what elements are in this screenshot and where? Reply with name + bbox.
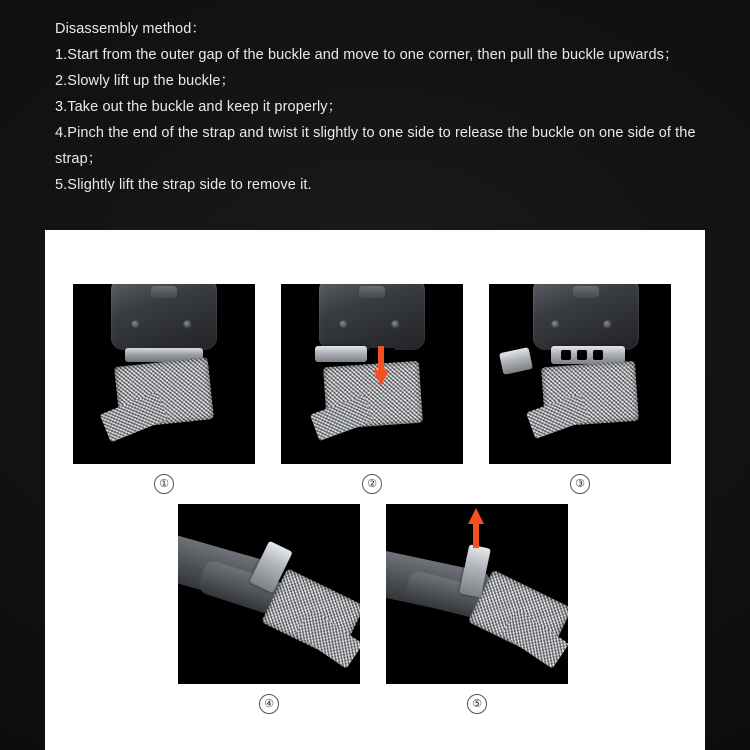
figure-5 bbox=[386, 504, 568, 714]
figure-2 bbox=[281, 284, 463, 494]
instruction-step-1: 1.Start from the outer gap of the buckle and move to one corner, then pull the buckle upwards； bbox=[55, 47, 679, 63]
figure-4-caption: ④ bbox=[259, 694, 279, 714]
figure-3-caption: ③ bbox=[570, 474, 590, 494]
figure-2-caption: ② bbox=[362, 474, 382, 494]
figure-4 bbox=[178, 504, 360, 714]
figure-5-caption: ⑤ bbox=[467, 694, 487, 714]
figure-3-image bbox=[489, 284, 671, 464]
figure-4-image bbox=[178, 504, 360, 684]
figure-5-image bbox=[386, 504, 568, 684]
figure-1-caption: ① bbox=[154, 474, 174, 494]
instruction-step-2: 2.Slowly lift up the buckle； bbox=[55, 73, 236, 89]
instructions-title: Disassembly method： bbox=[55, 21, 206, 37]
figure-row-bottom bbox=[178, 504, 568, 714]
figure-1-image bbox=[73, 284, 255, 464]
down-arrow-icon bbox=[373, 346, 389, 386]
instruction-step-3: 3.Take out the buckle and keep it properly； bbox=[55, 99, 343, 115]
figure-3 bbox=[489, 284, 671, 494]
instruction-step-4: 4.Pinch the end of the strap and twist it slightly to one side to release the buckle on one side of the strap； bbox=[55, 125, 696, 167]
figure-2-image bbox=[281, 284, 463, 464]
figure-panel bbox=[45, 230, 705, 750]
figure-1 bbox=[73, 284, 255, 494]
instructions-block bbox=[55, 16, 705, 198]
up-arrow-icon bbox=[468, 508, 484, 548]
instruction-step-5: 5.Slightly lift the strap side to remove it. bbox=[55, 177, 312, 193]
figure-row-top bbox=[73, 284, 671, 494]
